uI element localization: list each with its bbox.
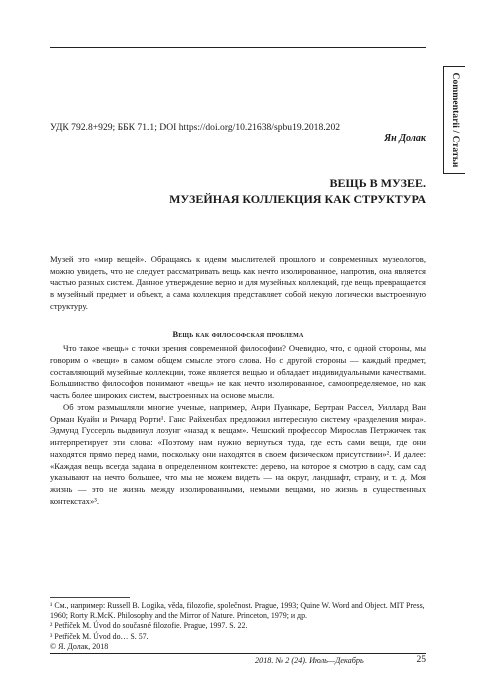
article-author: Ян Долак (384, 133, 426, 144)
footnote: ¹ См., например: Russell B. Logika, věda, filozofie, společnost. Prague, 1993; Quine W. Word and Object. MIT Press, 1960; Rorty R.McK. Philosophy and the Mirror of Nature. Princeton, 1979; и др. (50, 601, 425, 621)
article-title (169, 176, 426, 207)
copyright-notice: © Я. Долак, 2018 (50, 642, 109, 651)
section-side-tab (443, 66, 465, 174)
body-paragraph: Об этом размышляли многие ученые, например, Анри Пуанкаре, Бертран Рассел, Уиллард Ван Орман Куайн и Ричард Рорти¹. Ганс Райхенбах предложил интересную систему «разделения мира». Эдмунд Гуссерль выдвинул лозунг «назад к вещам». Чешский профессор Мирослав Петржичек так интерпретирует эти слова: «Поэтому нам нужно вернуться туда, где есть сами вещи, где они находятся прямо перед нами, поскольку они находятся в своем физическом присутствии»². И далее: «Каждая вещь всегда задана в определенном контексте: дерево, на которое я смотрю в саду, сам сад указывают на нечто большее, что мы не можем видеть — на округ, ландшафт, страну, и т. д. Моя жизнь — это не жизнь между изолированными, немыми вещами, но жизнь в существенных контекстах»³. (50, 401, 426, 506)
article-abstract: Музей это «мир вещей». Обращаясь к идеям мыслителей прошлого и современных музеологов, можно увидеть, что не следует рассматривать вещь как нечто изолированное, напротив, она является частью разных систем. Данное утверждение верно и для музейных коллекций, где вещь превращается в музейный предмет и объект, а сама коллекция представляет собой некую логически выстроенную структуру. (50, 254, 426, 311)
bottom-rule (50, 653, 426, 654)
section-heading: Вещь как философская проблема (172, 330, 304, 339)
section-side-tab-label: Commentarii / Статьи (449, 72, 460, 168)
journal-issue: 2018. № 2 (24). Июль—Декабрь (255, 656, 364, 665)
page-number: 25 (416, 655, 426, 665)
udk-doi-line: УДК 792.8+929; ББК 71.1; DOI https://doi.org/10.21638/spbu19.2018.202 (50, 122, 341, 133)
footnote-rule (50, 597, 130, 598)
footnote: ² Petříček M. Úvod do současné filozofie. Prague, 1997. S. 22. (50, 621, 248, 631)
article-title-line-2: МУЗЕЙНАЯ КОЛЛЕКЦИЯ КАК СТРУКТУРА (169, 191, 426, 206)
article-title-line-1: ВЕЩЬ В МУЗЕЕ. (329, 176, 426, 190)
footnotes (50, 601, 426, 642)
article-body (50, 343, 426, 508)
top-rule (50, 47, 426, 48)
body-paragraph: Что такое «вещь» с точки зрения современной философии? Очевидно, что, с одной стороны, мы говорим о «вещи» в самом общем смысле этого слова. Но с другой стороны — каждый предмет, составляющий музейные коллекции, тоже является вещью и обладает индивидуальными качествами. Большинство философов понимают «вещь» не как нечто изолированное, самоопределяемое, но как часть более широких систем, выстроенных на основе мысли. (50, 343, 426, 400)
footnote: ³ Petříček M. Úvod do… S. 57. (50, 631, 149, 641)
